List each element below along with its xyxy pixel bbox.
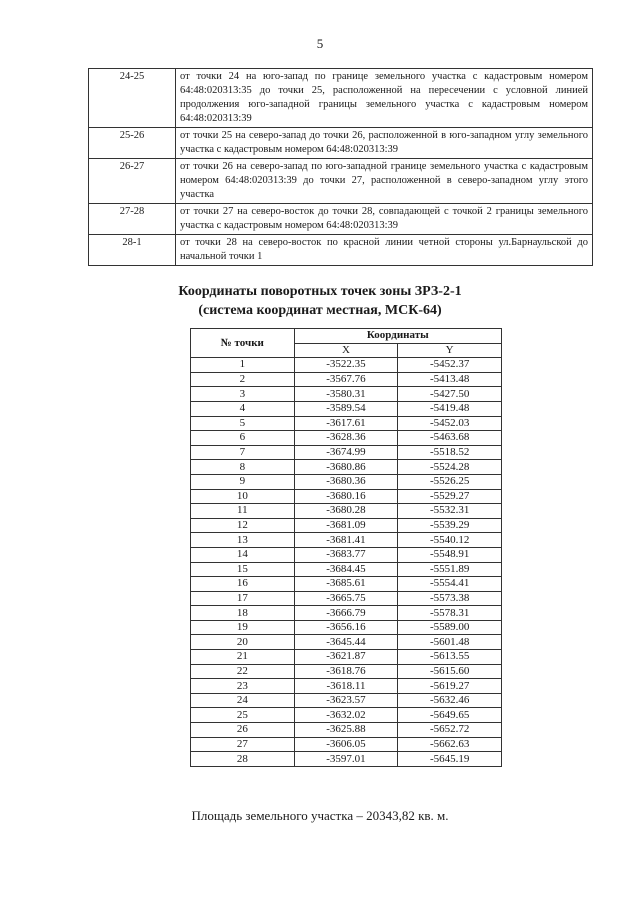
- point-number: 19: [191, 620, 295, 635]
- coordinate-row: [191, 474, 502, 489]
- point-number: 2: [191, 372, 295, 387]
- boundary-segment-id: 26-27: [89, 159, 176, 204]
- point-number: 21: [191, 650, 295, 665]
- boundary-description-table: [88, 68, 593, 266]
- coordinate-y: -5551.89: [398, 562, 502, 577]
- coordinate-y: -5589.00: [398, 620, 502, 635]
- point-number: 25: [191, 708, 295, 723]
- coordinate-y: -5413.48: [398, 372, 502, 387]
- coordinate-x: -3680.36: [294, 474, 398, 489]
- coordinates-title-line1: Координаты поворотных точек зоны ЗРЗ-2-1: [178, 284, 462, 299]
- page-number: 5: [316, 36, 324, 51]
- coordinate-x: -3683.77: [294, 547, 398, 562]
- coordinate-x: -3580.31: [294, 387, 398, 402]
- boundary-table-body: [89, 69, 593, 266]
- coordinate-row: [191, 518, 502, 533]
- coordinate-x: -3618.76: [294, 664, 398, 679]
- boundary-segment-id: 27-28: [89, 204, 176, 235]
- boundary-segment-description: от точки 28 на северо-восток по красной линии четной стороны ул.Барнаульской до начальной точки 1: [176, 235, 593, 266]
- coordinate-y: -5662.63: [398, 737, 502, 752]
- header-y: Y: [398, 343, 502, 358]
- coordinate-x: -3666.79: [294, 606, 398, 621]
- coordinate-x: -3674.99: [294, 445, 398, 460]
- point-number: 27: [191, 737, 295, 752]
- coordinate-y: -5632.46: [398, 693, 502, 708]
- point-number: 24: [191, 693, 295, 708]
- point-number: 23: [191, 679, 295, 694]
- coordinate-row: [191, 460, 502, 475]
- coordinate-y: -5452.03: [398, 416, 502, 431]
- coordinate-x: -3522.35: [294, 358, 398, 373]
- point-number: 12: [191, 518, 295, 533]
- coordinates-title-line2: (система координат местная, МСК-64): [198, 303, 442, 318]
- coordinate-x: -3681.09: [294, 518, 398, 533]
- point-number: 16: [191, 577, 295, 592]
- boundary-row: [89, 235, 593, 266]
- header-point-number: № точки: [191, 329, 295, 358]
- coordinate-row: [191, 547, 502, 562]
- coordinate-y: -5526.25: [398, 474, 502, 489]
- coordinate-x: -3606.05: [294, 737, 398, 752]
- coordinate-y: -5532.31: [398, 504, 502, 519]
- coordinate-row: [191, 445, 502, 460]
- coordinate-y: -5548.91: [398, 547, 502, 562]
- boundary-segment-description: от точки 24 на юго-запад по границе земельного участка с кадастровым номером 64:48:020313:35 до точки 25, расположенной на пересечении с условной линией продолжения юго-западной границы земельного участка с кадастровым номером 64:48:020313:39: [176, 69, 593, 128]
- coordinate-row: [191, 693, 502, 708]
- boundary-segment-description: от точки 25 на северо-запад до точки 26, расположенной в юго-западном углу земельного участка с кадастровым номером 64:48:020313:39: [176, 128, 593, 159]
- coordinate-x: -3567.76: [294, 372, 398, 387]
- point-number: 7: [191, 445, 295, 460]
- coordinate-row: [191, 577, 502, 592]
- coordinate-x: -3680.16: [294, 489, 398, 504]
- coordinate-row: [191, 401, 502, 416]
- coordinate-row: [191, 635, 502, 650]
- area-statement: Площадь земельного участка – 20343,82 кв. м.: [191, 808, 449, 823]
- coordinate-row: [191, 606, 502, 621]
- point-number: 13: [191, 533, 295, 548]
- boundary-row: [89, 204, 593, 235]
- coordinates-table-body: [191, 358, 502, 767]
- coordinate-y: -5615.60: [398, 664, 502, 679]
- coordinate-x: -3684.45: [294, 562, 398, 577]
- boundary-segment-id: 25-26: [89, 128, 176, 159]
- coordinate-x: -3680.28: [294, 504, 398, 519]
- boundary-row: [89, 69, 593, 128]
- coordinate-x: -3645.44: [294, 635, 398, 650]
- header-x: X: [294, 343, 398, 358]
- point-number: 20: [191, 635, 295, 650]
- header-coordinates: Координаты: [294, 329, 501, 344]
- point-number: 10: [191, 489, 295, 504]
- point-number: 15: [191, 562, 295, 577]
- boundary-segment-id: 28-1: [89, 235, 176, 266]
- coordinate-x: -3685.61: [294, 577, 398, 592]
- coordinate-y: -5524.28: [398, 460, 502, 475]
- point-number: 4: [191, 401, 295, 416]
- point-number: 28: [191, 752, 295, 767]
- coordinate-y: -5540.12: [398, 533, 502, 548]
- coordinate-y: -5452.37: [398, 358, 502, 373]
- coordinate-y: -5649.65: [398, 708, 502, 723]
- coordinate-y: -5578.31: [398, 606, 502, 621]
- coordinate-row: [191, 723, 502, 738]
- coordinate-x: -3628.36: [294, 431, 398, 446]
- coordinate-x: -3681.41: [294, 533, 398, 548]
- coordinate-y: -5573.38: [398, 591, 502, 606]
- coordinate-row: [191, 620, 502, 635]
- point-number: 11: [191, 504, 295, 519]
- coordinate-y: -5613.55: [398, 650, 502, 665]
- coordinate-x: -3618.11: [294, 679, 398, 694]
- coordinate-row: [191, 504, 502, 519]
- coordinate-y: -5601.48: [398, 635, 502, 650]
- coordinate-row: [191, 591, 502, 606]
- point-number: 8: [191, 460, 295, 475]
- coordinate-row: [191, 358, 502, 373]
- coordinate-row: [191, 416, 502, 431]
- point-number: 18: [191, 606, 295, 621]
- coordinate-x: -3621.87: [294, 650, 398, 665]
- coordinate-y: -5652.72: [398, 723, 502, 738]
- point-number: 3: [191, 387, 295, 402]
- point-number: 26: [191, 723, 295, 738]
- coordinate-x: -3625.88: [294, 723, 398, 738]
- point-number: 6: [191, 431, 295, 446]
- coordinate-row: [191, 737, 502, 752]
- coordinate-y: -5463.68: [398, 431, 502, 446]
- point-number: 1: [191, 358, 295, 373]
- coordinate-row: [191, 664, 502, 679]
- coordinate-x: -3680.86: [294, 460, 398, 475]
- coordinate-x: -3632.02: [294, 708, 398, 723]
- coordinate-y: -5427.50: [398, 387, 502, 402]
- coordinate-row: [191, 708, 502, 723]
- coordinate-x: -3617.61: [294, 416, 398, 431]
- coordinate-row: [191, 372, 502, 387]
- coordinate-row: [191, 387, 502, 402]
- coordinate-row: [191, 650, 502, 665]
- coordinates-title: [0, 282, 640, 320]
- boundary-segment-description: от точки 26 на северо-запад по юго-западной границе земельного участка с кадастровым номером 64:48:020313:39 до точки 27, расположенной в северо-западном углу этого участка: [176, 159, 593, 204]
- coordinate-y: -5645.19: [398, 752, 502, 767]
- coordinate-y: -5554.41: [398, 577, 502, 592]
- coordinate-x: -3589.54: [294, 401, 398, 416]
- coordinate-row: [191, 533, 502, 548]
- boundary-segment-id: 24-25: [89, 69, 176, 128]
- coordinate-row: [191, 562, 502, 577]
- boundary-row: [89, 128, 593, 159]
- coordinate-row: [191, 431, 502, 446]
- coordinate-x: -3597.01: [294, 752, 398, 767]
- point-number: 9: [191, 474, 295, 489]
- point-number: 17: [191, 591, 295, 606]
- coordinate-y: -5419.48: [398, 401, 502, 416]
- coordinate-row: [191, 752, 502, 767]
- coordinate-x: -3665.75: [294, 591, 398, 606]
- point-number: 22: [191, 664, 295, 679]
- boundary-row: [89, 159, 593, 204]
- point-number: 5: [191, 416, 295, 431]
- coordinate-y: -5518.52: [398, 445, 502, 460]
- coordinate-y: -5619.27: [398, 679, 502, 694]
- coordinate-y: -5529.27: [398, 489, 502, 504]
- coordinate-x: -3623.57: [294, 693, 398, 708]
- coordinate-row: [191, 679, 502, 694]
- coordinate-row: [191, 489, 502, 504]
- boundary-segment-description: от точки 27 на северо-восток до точки 28, совпадающей с точкой 2 границы земельного участка с кадастровым номером 64:48:020313:39: [176, 204, 593, 235]
- coordinates-table: [190, 328, 502, 767]
- point-number: 14: [191, 547, 295, 562]
- coordinate-y: -5539.29: [398, 518, 502, 533]
- coordinate-x: -3656.16: [294, 620, 398, 635]
